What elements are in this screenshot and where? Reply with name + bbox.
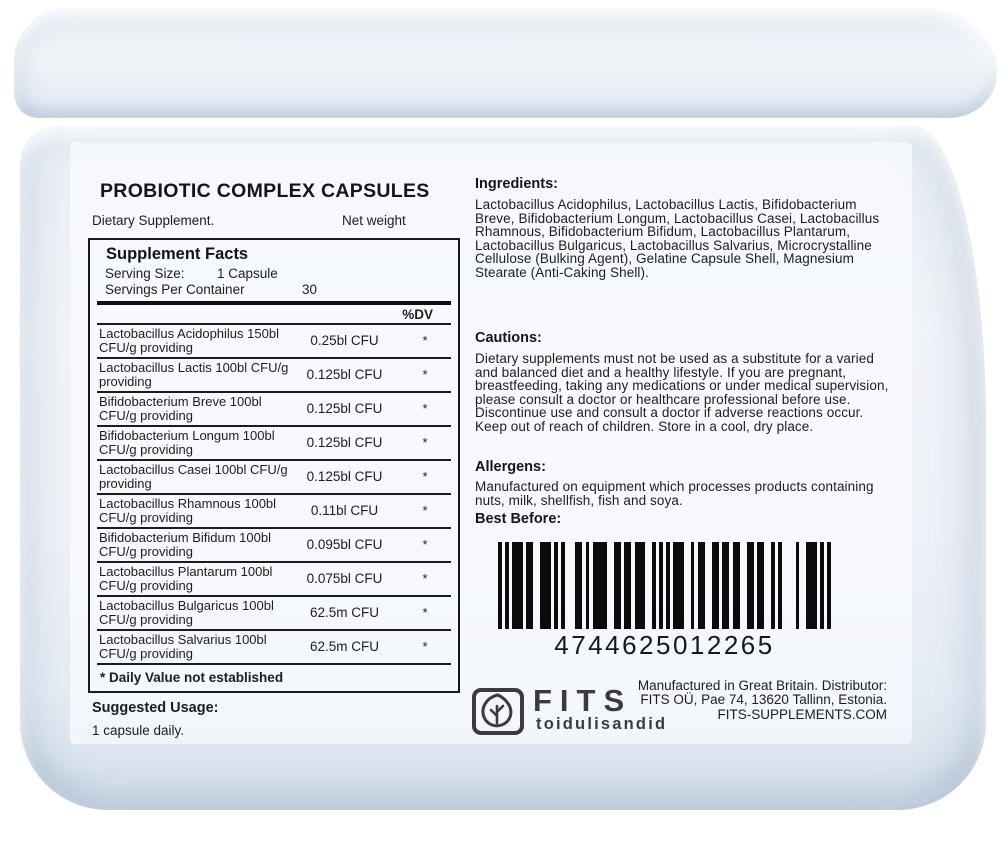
- nutrient-name: Bifidobacterium Longum 100bl CFU/g providing: [99, 428, 275, 457]
- nutrient-amount: 0.125bl CFU: [306, 435, 383, 451]
- ingredients-heading: Ingredients:: [475, 176, 558, 192]
- nutrient-name: Lactobacillus Acidophilus 150bl CFU/g providing: [99, 326, 279, 355]
- supplement-facts-title: Supplement Facts: [106, 245, 249, 263]
- suggested-usage-heading: Suggested Usage:: [92, 700, 219, 716]
- daily-value-footnote: * Daily Value not established: [100, 670, 284, 685]
- bottle-lid: [14, 8, 997, 118]
- nutrient-dv: *: [422, 469, 428, 485]
- nutrient-dv: *: [422, 367, 428, 383]
- brand-name: FITS: [533, 683, 633, 718]
- table-row: [90, 597, 458, 630]
- nutrient-name: Lactobacillus Casei 100bl CFU/g providing: [99, 462, 288, 491]
- nutrient-dv: *: [422, 503, 428, 519]
- nutrient-dv: *: [422, 605, 428, 621]
- nutrient-amount: 0.11bl CFU: [310, 503, 379, 519]
- nutrient-name: Lactobacillus Lactis 100bl CFU/g providing: [99, 360, 289, 389]
- nutrient-amount: 62.5m CFU: [309, 605, 380, 621]
- serving-size-row: [90, 266, 458, 282]
- leaf-icon: [471, 687, 525, 736]
- nutrient-amount: 0.25bl CFU: [310, 333, 379, 349]
- table-row: [90, 325, 458, 358]
- nutrient-name: Lactobacillus Salvarius 100bl CFU/g providing: [99, 632, 267, 661]
- manufacturer-text: Manufactured in Great Britain. Distributor: FITS OÜ, Pae 74, 13620 Tallinn, Estonia. FITS-SUPPLEMENTS.COM: [637, 678, 887, 722]
- nutrient-dv: *: [422, 333, 428, 349]
- nutrient-dv: *: [422, 571, 428, 587]
- nutrient-name: Lactobacillus Rhamnous 100bl CFU/g providing: [99, 496, 277, 525]
- dv-column-header: %DV: [402, 306, 433, 322]
- table-row: [90, 393, 458, 426]
- ingredients-text: Lactobacillus Acidophilus, Lactobacillus Lactis, Bifidobacterium Breve, Bifidobacterium Longum, Lactobacillus Casei, Lactobacillus Rhamnous, Bifidobacterium Bifidum, Lactobacillus Plantarum, Lactobacillus Bulgaricus, Lactobacillus Salvarius, Microcrystalline Cellulose (Bulking Agent), Gelatine Capsule Shell, Magnesium Stearate (Anti-Caking Shell).: [475, 197, 880, 280]
- nutrient-dv: *: [422, 537, 428, 553]
- net-weight-text: Net weight: [342, 213, 406, 228]
- nutrient-amount: 62.5m CFU: [309, 639, 380, 655]
- nutrient-name: Bifidobacterium Breve 100bl CFU/g providing: [99, 394, 262, 423]
- best-before-heading: Best Before:: [475, 511, 562, 527]
- table-row: [90, 563, 458, 596]
- page-title: PROBIOTIC COMPLEX CAPSULES: [100, 180, 430, 202]
- cautions-text: Dietary supplements must not be used as a substitute for a varied and balanced diet and a healthy lifestyle. If you are pregnant, breastfeeding, taking any medications or under medical supervision, please consult a doctor or healthcare professional before use. Discontinue use and consult a doctor if adverse reactions occur. Keep out of reach of children. Store in a cool, dry place.: [475, 351, 889, 434]
- nutrient-amount: 0.095bl CFU: [306, 537, 383, 553]
- table-row: [90, 359, 458, 392]
- product-label: [70, 142, 912, 744]
- dietary-supplement-text: Dietary Supplement.: [92, 213, 215, 228]
- serving-size-value: 1 Capsule: [217, 266, 278, 281]
- supplement-facts-panel: [88, 238, 460, 693]
- table-row: [90, 427, 458, 460]
- barcode: [498, 542, 831, 629]
- barcode-number: 4744625012265: [554, 630, 775, 660]
- nutrient-name: Lactobacillus Bulgaricus 100bl CFU/g providing: [99, 598, 274, 627]
- servings-value: 30: [302, 281, 318, 297]
- fits-logo: [471, 687, 525, 741]
- brand-tagline: toidulisandid: [536, 715, 668, 733]
- nutrient-amount: 0.075bl CFU: [306, 571, 383, 587]
- nutrient-dv: *: [422, 401, 428, 417]
- table-row: [90, 529, 458, 562]
- nutrient-amount: 0.125bl CFU: [306, 469, 383, 485]
- table-row: [90, 461, 458, 494]
- allergens-heading: Allergens:: [475, 459, 546, 475]
- table-row: [90, 495, 458, 528]
- nutrient-amount: 0.125bl CFU: [306, 367, 383, 383]
- nutrient-name: Bifidobacterium Bifidum 100bl CFU/g providing: [99, 530, 271, 559]
- cautions-heading: Cautions:: [475, 330, 542, 346]
- nutrient-name: Lactobacillus Plantarum 100bl CFU/g providing: [99, 564, 273, 593]
- nutrient-dv: *: [422, 639, 428, 655]
- servings-per-container-row: [90, 282, 458, 298]
- nutrient-amount: 0.125bl CFU: [306, 401, 383, 417]
- nutrient-rows: [90, 325, 458, 664]
- nutrient-dv: *: [422, 435, 428, 451]
- barcode-bar: [827, 542, 831, 629]
- serving-size-label: Serving Size:: [105, 266, 185, 281]
- servings-label: Servings Per Container: [105, 281, 245, 297]
- table-row: [90, 631, 458, 664]
- allergens-text: Manufactured on equipment which processes products containing nuts, milk, shellfish, fish and soya.: [475, 479, 874, 508]
- suggested-usage-text: 1 capsule daily.: [92, 723, 185, 738]
